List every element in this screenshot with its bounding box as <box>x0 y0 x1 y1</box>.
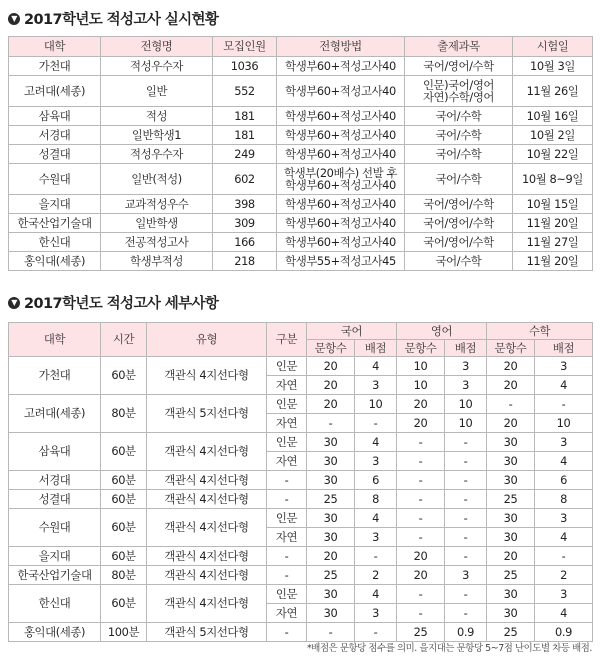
univ-cell: 수원대 <box>9 509 101 547</box>
korean-points-cell: 2 <box>355 566 397 585</box>
track-cell: 자연 <box>267 452 307 471</box>
date-cell: 10월 16일 <box>513 107 593 126</box>
univ-cell: 고려대(세종) <box>9 395 101 433</box>
math-qcount-cell: 30 <box>487 471 535 490</box>
header-name: 전형명 <box>101 37 213 57</box>
method-cell <box>277 164 405 195</box>
univ-cell: 을지대 <box>9 195 101 214</box>
table-row <box>9 252 593 271</box>
time-cell: 60분 <box>101 433 147 471</box>
method-cell <box>277 195 405 214</box>
cell-line: 국어/수학 <box>435 253 482 268</box>
header-track: 구분 <box>267 323 307 357</box>
univ-cell: 가천대 <box>9 57 101 76</box>
korean-points-cell: - <box>355 414 397 433</box>
table-row <box>9 357 593 376</box>
table-row <box>9 233 593 252</box>
english-points-cell: - <box>445 585 487 604</box>
math-points-cell: 4 <box>535 528 593 547</box>
table-row <box>9 145 593 164</box>
count-cell: 309 <box>213 214 277 233</box>
exam-status-table <box>8 36 593 271</box>
type-cell: 객관식 4지선다형 <box>147 509 267 547</box>
count-cell: 552 <box>213 76 277 107</box>
type-cell: 객관식 4지선다형 <box>147 585 267 623</box>
type-cell: 객관식 5지선다형 <box>147 395 267 433</box>
name-cell: 교과적성우수 <box>101 195 213 214</box>
name-cell: 일반 <box>101 76 213 107</box>
section2-heading <box>8 292 218 313</box>
date-cell: 10월 2일 <box>513 126 593 145</box>
date-cell: 10월 15일 <box>513 195 593 214</box>
subjects-cell <box>405 214 513 233</box>
table-row <box>9 623 593 642</box>
date-cell: 10월 3일 <box>513 57 593 76</box>
univ-cell: 수원대 <box>9 164 101 195</box>
korean-points-cell: 4 <box>355 509 397 528</box>
univ-cell: 성결대 <box>9 490 101 509</box>
track-cell: - <box>267 566 307 585</box>
count-cell: 249 <box>213 145 277 164</box>
cell-line: 학생부60+적성고사40 <box>285 215 396 230</box>
math-qcount-cell: - <box>487 395 535 414</box>
table-row <box>9 566 593 585</box>
time-cell: 80분 <box>101 395 147 433</box>
korean-qcount-cell: - <box>307 414 355 433</box>
korean-qcount-cell: 30 <box>307 509 355 528</box>
subjects-cell <box>405 145 513 164</box>
univ-cell: 서경대 <box>9 126 101 145</box>
table-row <box>9 547 593 566</box>
english-qcount-cell: 20 <box>397 547 445 566</box>
section1-heading <box>8 8 218 29</box>
univ-cell: 고려대(세종) <box>9 76 101 107</box>
header-time: 시간 <box>101 323 147 357</box>
univ-cell: 홍익대(세종) <box>9 623 101 642</box>
table-row <box>9 395 593 414</box>
time-cell: 60분 <box>101 585 147 623</box>
table-row <box>9 107 593 126</box>
track-cell: - <box>267 490 307 509</box>
count-cell: 218 <box>213 252 277 271</box>
name-cell: 적성우수자 <box>101 145 213 164</box>
korean-qcount-cell: 30 <box>307 471 355 490</box>
math-points-cell: 3 <box>535 585 593 604</box>
korean-points-cell: 8 <box>355 490 397 509</box>
math-qcount-cell: 30 <box>487 433 535 452</box>
header-subjects: 출제과목 <box>405 37 513 57</box>
cell-line: 학생부60+적성고사40 <box>285 127 396 142</box>
cell-line: 국어/수학 <box>435 108 482 123</box>
time-cell: 60분 <box>101 509 147 547</box>
method-cell <box>277 57 405 76</box>
english-qcount-cell: - <box>397 471 445 490</box>
english-qcount-cell: 20 <box>397 414 445 433</box>
univ-cell: 을지대 <box>9 547 101 566</box>
name-cell: 일반학생 <box>101 214 213 233</box>
date-cell: 10월 22일 <box>513 145 593 164</box>
name-cell: 적성우수자 <box>101 57 213 76</box>
type-cell: 객관식 4지선다형 <box>147 566 267 585</box>
date-cell: 10월 8~9일 <box>513 164 593 195</box>
table-row <box>9 585 593 604</box>
arrow-down-icon: ▼ <box>8 13 20 25</box>
cell-line: 인문)국어/영어 <box>422 77 495 92</box>
table-row <box>9 57 593 76</box>
korean-points-cell: 3 <box>355 528 397 547</box>
subjects-cell <box>405 252 513 271</box>
english-qcount-cell: 10 <box>397 376 445 395</box>
footnote: *배점은 문항당 점수를 의미. 을지대는 문항당 5~7점 난이도별 차등 배점. <box>307 643 592 654</box>
method-cell <box>277 107 405 126</box>
cell-line: 학생부60+적성고사40 <box>285 146 396 161</box>
table-row <box>9 214 593 233</box>
cell-line: 학생부60+적성고사40 <box>285 108 396 123</box>
header-univ: 대학 <box>9 323 101 357</box>
track-cell: 인문 <box>267 395 307 414</box>
cell-line: 국어/영어/수학 <box>423 196 494 211</box>
univ-cell: 서경대 <box>9 471 101 490</box>
english-points-cell: - <box>445 433 487 452</box>
english-points-cell: 10 <box>445 414 487 433</box>
header-math: 수학 <box>487 323 593 340</box>
time-cell: 100분 <box>101 623 147 642</box>
cell-line: 학생부55+적성고사45 <box>285 253 396 268</box>
math-points-cell: - <box>535 547 593 566</box>
english-qcount-cell: 20 <box>397 566 445 585</box>
english-points-cell: - <box>445 604 487 623</box>
cell-line: 국어/영어/수학 <box>423 215 494 230</box>
name-cell: 학생부적성 <box>101 252 213 271</box>
table-row <box>9 126 593 145</box>
track-cell: 인문 <box>267 585 307 604</box>
korean-qcount-cell: 25 <box>307 566 355 585</box>
table-row <box>9 509 593 528</box>
count-cell: 181 <box>213 126 277 145</box>
track-cell: - <box>267 471 307 490</box>
table-header-row <box>9 37 593 57</box>
method-cell <box>277 126 405 145</box>
english-points-cell: 10 <box>445 395 487 414</box>
header-korean: 국어 <box>307 323 397 340</box>
time-cell: 60분 <box>101 547 147 566</box>
korean-qcount-cell: 30 <box>307 604 355 623</box>
korean-qcount-cell: 20 <box>307 376 355 395</box>
type-cell: 객관식 4지선다형 <box>147 357 267 395</box>
english-points-cell: 3 <box>445 566 487 585</box>
count-cell: 1036 <box>213 57 277 76</box>
time-cell: 60분 <box>101 490 147 509</box>
math-points-cell: 3 <box>535 509 593 528</box>
time-cell: 60분 <box>101 471 147 490</box>
cell-line: 국어/수학 <box>435 146 482 161</box>
type-cell: 객관식 4지선다형 <box>147 490 267 509</box>
univ-cell: 성결대 <box>9 145 101 164</box>
english-points-cell: - <box>445 471 487 490</box>
english-qcount-cell: - <box>397 452 445 471</box>
korean-points-cell: - <box>355 547 397 566</box>
english-qcount-cell: - <box>397 585 445 604</box>
table-row <box>9 76 593 107</box>
time-cell: 60분 <box>101 357 147 395</box>
korean-qcount-cell: - <box>307 623 355 642</box>
cell-line: 학생부60+적성고사40 <box>285 83 396 98</box>
english-qcount-cell: - <box>397 604 445 623</box>
header-univ: 대학 <box>9 37 101 57</box>
table-row <box>9 490 593 509</box>
english-points-cell: - <box>445 528 487 547</box>
cell-line: 자연)수학/영어 <box>422 90 495 104</box>
track-cell: 인문 <box>267 509 307 528</box>
count-cell: 166 <box>213 233 277 252</box>
header-count: 모집인원 <box>213 37 277 57</box>
subjects-cell <box>405 233 513 252</box>
date-cell: 11월 27일 <box>513 233 593 252</box>
math-qcount-cell: 25 <box>487 623 535 642</box>
cell-line: 국어/영어/수학 <box>423 58 494 73</box>
math-points-cell: 4 <box>535 376 593 395</box>
type-cell: 객관식 4지선다형 <box>147 547 267 566</box>
time-cell: 80분 <box>101 566 147 585</box>
table-header-row <box>9 323 593 340</box>
header-korean-points: 배점 <box>355 340 397 357</box>
track-cell: - <box>267 547 307 566</box>
english-qcount-cell: - <box>397 433 445 452</box>
math-points-cell: 8 <box>535 490 593 509</box>
track-cell: 자연 <box>267 528 307 547</box>
table-row <box>9 195 593 214</box>
header-date: 시험일 <box>513 37 593 57</box>
math-points-cell: 4 <box>535 604 593 623</box>
english-qcount-cell: 25 <box>397 623 445 642</box>
track-cell: 자연 <box>267 604 307 623</box>
math-points-cell: 3 <box>535 357 593 376</box>
header-math-points: 배점 <box>535 340 593 357</box>
cell-line: 학생부60+적성고사40 <box>285 196 396 211</box>
korean-qcount-cell: 30 <box>307 585 355 604</box>
type-cell: 객관식 5지선다형 <box>147 623 267 642</box>
header-math-qcount: 문항수 <box>487 340 535 357</box>
arrow-down-icon: ▼ <box>8 297 20 309</box>
math-qcount-cell: 25 <box>487 490 535 509</box>
english-points-cell: - <box>445 509 487 528</box>
korean-points-cell: 4 <box>355 357 397 376</box>
subjects-cell <box>405 107 513 126</box>
table-row <box>9 164 593 195</box>
math-points-cell: 10 <box>535 414 593 433</box>
math-qcount-cell: 20 <box>487 357 535 376</box>
name-cell: 일반(적성) <box>101 164 213 195</box>
track-cell: 인문 <box>267 357 307 376</box>
korean-qcount-cell: 30 <box>307 452 355 471</box>
track-cell: 자연 <box>267 414 307 433</box>
subjects-cell <box>405 57 513 76</box>
univ-cell: 삼육대 <box>9 107 101 126</box>
math-qcount-cell: 30 <box>487 604 535 623</box>
header-english: 영어 <box>397 323 487 340</box>
date-cell: 11월 26일 <box>513 76 593 107</box>
math-qcount-cell: 20 <box>487 414 535 433</box>
math-points-cell: 0.9 <box>535 623 593 642</box>
type-cell: 객관식 4지선다형 <box>147 433 267 471</box>
english-points-cell: 3 <box>445 357 487 376</box>
korean-qcount-cell: 30 <box>307 433 355 452</box>
subjects-cell <box>405 195 513 214</box>
korean-points-cell: 6 <box>355 471 397 490</box>
math-qcount-cell: 20 <box>487 376 535 395</box>
math-points-cell: 4 <box>535 452 593 471</box>
table-row <box>9 433 593 452</box>
name-cell: 적성 <box>101 107 213 126</box>
univ-cell: 한국산업기술대 <box>9 566 101 585</box>
section2-title: 2017학년도 적성고사 세부사항 <box>24 296 219 312</box>
math-qcount-cell: 30 <box>487 528 535 547</box>
table-row <box>9 471 593 490</box>
cell-line: 학생부60+적성고사40 <box>285 178 396 192</box>
track-cell: - <box>267 623 307 642</box>
count-cell: 181 <box>213 107 277 126</box>
math-points-cell: 2 <box>535 566 593 585</box>
date-cell: 11월 20일 <box>513 252 593 271</box>
korean-points-cell: - <box>355 623 397 642</box>
korean-points-cell: 3 <box>355 604 397 623</box>
cell-line: 학생부60+적성고사40 <box>285 58 396 73</box>
method-cell <box>277 214 405 233</box>
cell-line: 국어/수학 <box>435 171 482 186</box>
subjects-cell <box>405 164 513 195</box>
header-english-points: 배점 <box>445 340 487 357</box>
count-cell: 398 <box>213 195 277 214</box>
english-points-cell: - <box>445 547 487 566</box>
korean-points-cell: 4 <box>355 433 397 452</box>
korean-qcount-cell: 25 <box>307 490 355 509</box>
math-qcount-cell: 25 <box>487 566 535 585</box>
type-cell: 객관식 4지선다형 <box>147 471 267 490</box>
subjects-cell <box>405 126 513 145</box>
name-cell: 일반학생1 <box>101 126 213 145</box>
cell-line: 국어/수학 <box>435 127 482 142</box>
math-points-cell: - <box>535 395 593 414</box>
track-cell: 자연 <box>267 376 307 395</box>
korean-qcount-cell: 30 <box>307 528 355 547</box>
korean-points-cell: 3 <box>355 376 397 395</box>
english-qcount-cell: - <box>397 528 445 547</box>
korean-points-cell: 10 <box>355 395 397 414</box>
univ-cell: 삼육대 <box>9 433 101 471</box>
korean-qcount-cell: 20 <box>307 547 355 566</box>
count-cell: 602 <box>213 164 277 195</box>
method-cell <box>277 252 405 271</box>
cell-line: 학생부60+적성고사40 <box>285 234 396 249</box>
name-cell: 전공적성고사 <box>101 233 213 252</box>
english-points-cell: 3 <box>445 376 487 395</box>
header-korean-qcount: 문항수 <box>307 340 355 357</box>
english-qcount-cell: 10 <box>397 357 445 376</box>
math-points-cell: 3 <box>535 433 593 452</box>
subjects-cell <box>405 76 513 107</box>
korean-points-cell: 3 <box>355 452 397 471</box>
track-cell: 인문 <box>267 433 307 452</box>
cell-line: 국어/영어/수학 <box>423 234 494 249</box>
method-cell <box>277 145 405 164</box>
exam-details-table <box>8 322 593 642</box>
univ-cell: 한신대 <box>9 585 101 623</box>
math-qcount-cell: 30 <box>487 585 535 604</box>
math-qcount-cell: 30 <box>487 452 535 471</box>
korean-qcount-cell: 20 <box>307 395 355 414</box>
univ-cell: 가천대 <box>9 357 101 395</box>
math-qcount-cell: 30 <box>487 509 535 528</box>
univ-cell: 한신대 <box>9 233 101 252</box>
method-cell <box>277 76 405 107</box>
header-english-qcount: 문항수 <box>397 340 445 357</box>
cell-line: 학생부(20배수) 선발 후 <box>283 165 398 180</box>
english-qcount-cell: - <box>397 490 445 509</box>
english-points-cell: - <box>445 452 487 471</box>
math-points-cell: 6 <box>535 471 593 490</box>
english-qcount-cell: - <box>397 509 445 528</box>
univ-cell: 한국산업기술대 <box>9 214 101 233</box>
header-type: 유형 <box>147 323 267 357</box>
univ-cell: 홍익대(세종) <box>9 252 101 271</box>
korean-points-cell: 4 <box>355 585 397 604</box>
header-method: 전형방법 <box>277 37 405 57</box>
english-points-cell: - <box>445 490 487 509</box>
english-points-cell: 0.9 <box>445 623 487 642</box>
math-qcount-cell: 20 <box>487 547 535 566</box>
english-qcount-cell: 20 <box>397 395 445 414</box>
korean-qcount-cell: 20 <box>307 357 355 376</box>
date-cell: 11월 20일 <box>513 214 593 233</box>
section1-title: 2017학년도 적성고사 실시현황 <box>24 12 219 28</box>
method-cell <box>277 233 405 252</box>
